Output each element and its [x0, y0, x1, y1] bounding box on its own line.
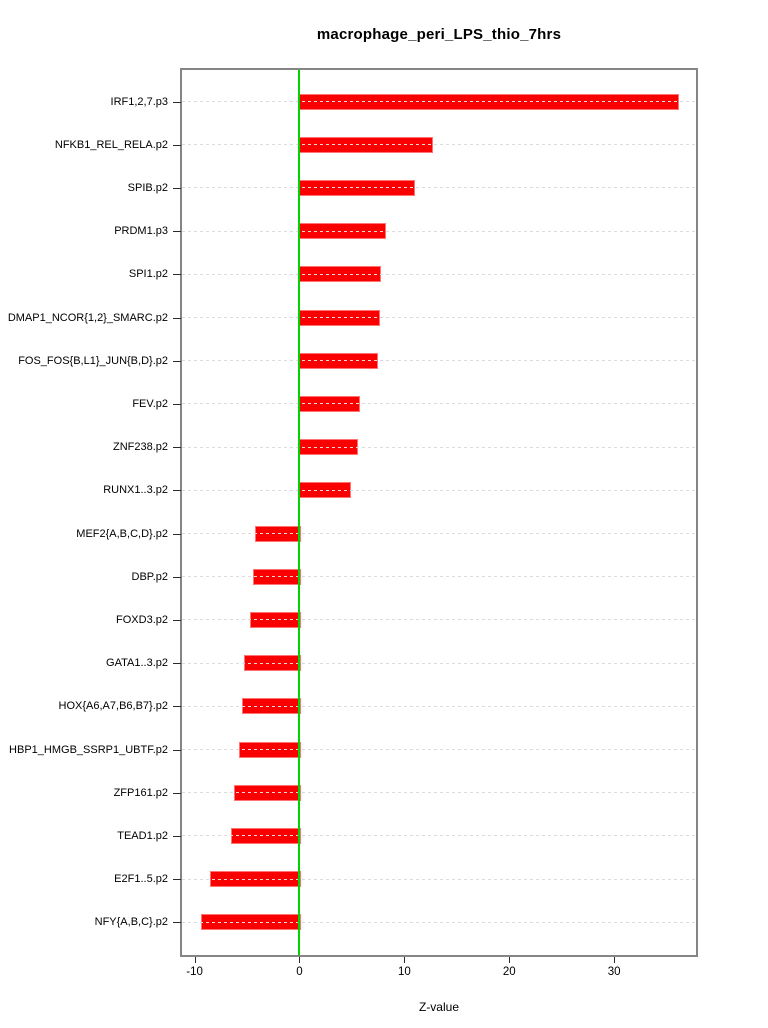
y-axis-tick: [173, 620, 181, 621]
row-gridline: [182, 187, 696, 188]
chart-title: macrophage_peri_LPS_thio_7hrs: [316, 26, 562, 43]
y-axis-tick: [173, 836, 181, 837]
x-axis-tick: [404, 957, 405, 963]
row-gridline: [182, 533, 696, 534]
y-axis-label: ZNF238.p2: [112, 441, 168, 454]
y-axis-tick: [173, 145, 181, 146]
row-gridline: [182, 101, 696, 102]
y-axis-tick: [173, 490, 181, 491]
row-gridline: [182, 576, 696, 577]
y-axis-tick: [173, 663, 181, 664]
y-axis-label: SPIB.p2: [127, 181, 168, 194]
y-axis-label: NFKB1_REL_RELA.p2: [54, 138, 168, 151]
y-axis-tick: [173, 706, 181, 707]
y-axis-label: E2F1..5.p2: [114, 873, 168, 886]
x-axis-title: Z-value: [418, 1000, 459, 1014]
y-axis-label: SPI1.p2: [128, 268, 168, 281]
y-axis-label: GATA1..3.p2: [106, 657, 168, 670]
row-gridline: [182, 879, 696, 880]
y-axis-label: FEV.p2: [132, 397, 168, 410]
row-gridline: [182, 663, 696, 664]
row-gridline: [182, 447, 696, 448]
y-axis-label: HOX{A6,A7,B6,B7}.p2: [58, 700, 168, 713]
y-axis-label: TEAD1.p2: [117, 829, 168, 842]
row-gridline: [182, 317, 696, 318]
y-axis-tick: [173, 577, 181, 578]
row-gridline: [182, 274, 696, 275]
y-axis-tick: [173, 274, 181, 275]
y-axis-tick: [173, 793, 181, 794]
y-axis-label: ZFP161.p2: [113, 786, 168, 799]
x-tick-label: 30: [607, 966, 621, 978]
x-axis-tick: [509, 957, 510, 963]
y-axis-tick: [173, 318, 181, 319]
row-gridline: [182, 749, 696, 750]
y-axis-label: MEF2{A,B,C,D}.p2: [76, 527, 168, 540]
y-axis-tick: [173, 102, 181, 103]
x-axis-tick: [614, 957, 615, 963]
y-axis-tick: [173, 188, 181, 189]
y-axis-tick: [173, 922, 181, 923]
y-axis-label: DBP.p2: [131, 570, 168, 583]
row-gridline: [182, 231, 696, 232]
y-axis-tick: [173, 404, 181, 405]
row-gridline: [182, 706, 696, 707]
x-axis-tick: [195, 957, 196, 963]
x-tick-label: -10: [186, 966, 203, 978]
x-axis-tick: [299, 957, 300, 963]
y-axis-label: FOXD3.p2: [116, 613, 168, 626]
plot-area: [180, 68, 698, 957]
row-gridline: [182, 490, 696, 491]
y-axis-label: NFY{A,B,C}.p2: [94, 916, 168, 929]
y-axis-label: PRDM1.p3: [114, 225, 168, 238]
y-axis-tick: [173, 231, 181, 232]
y-axis-label: IRF1,2,7.p3: [110, 95, 168, 108]
row-gridline: [182, 403, 696, 404]
y-axis-label: DMAP1_NCOR{1,2}_SMARC.p2: [7, 311, 168, 324]
x-tick-label: 0: [296, 966, 303, 978]
y-axis-label: HBP1_HMGB_SSRP1_UBTF.p2: [9, 743, 168, 756]
y-axis-label: FOS_FOS{B,L1}_JUN{B,D}.p2: [18, 354, 168, 367]
zero-line: [298, 70, 300, 955]
row-gridline: [182, 922, 696, 923]
row-gridline: [182, 835, 696, 836]
y-axis-label: RUNX1..3.p2: [103, 484, 168, 497]
y-axis-tick: [173, 361, 181, 362]
row-gridline: [182, 619, 696, 620]
y-axis-tick: [173, 750, 181, 751]
y-axis-tick: [173, 879, 181, 880]
y-axis-tick: [173, 534, 181, 535]
row-gridline: [182, 144, 696, 145]
x-tick-label: 20: [502, 966, 516, 978]
row-gridline: [182, 360, 696, 361]
row-gridline: [182, 792, 696, 793]
x-tick-label: 10: [397, 966, 411, 978]
y-axis-tick: [173, 447, 181, 448]
